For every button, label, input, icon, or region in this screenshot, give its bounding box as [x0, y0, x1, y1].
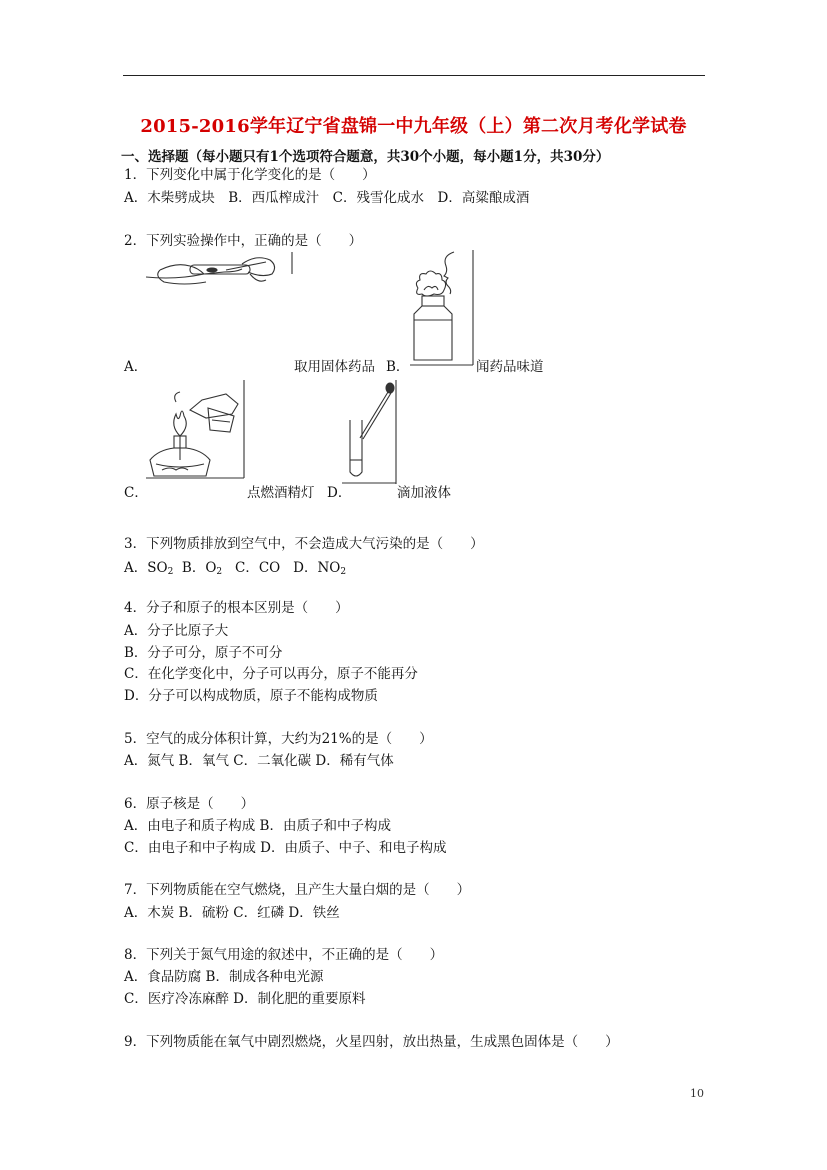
page-title: 2015-2016学年辽宁省盘锦一中九年级（上）第二次月考化学试卷 [140, 116, 687, 137]
q2-stem: 2．下列实验操作中，正确的是（ ） [124, 233, 363, 249]
q3-option-a-subscript: 2 [167, 567, 174, 577]
q2-option-b-caption: 闻药品味道 [476, 359, 544, 375]
q3-option-b-subscript: 2 [216, 567, 223, 577]
q3-option-b: B．O [181, 560, 217, 576]
q2-option-c-letter: C． [124, 485, 148, 501]
page-number: 10 [690, 1087, 704, 1100]
q3-stem: 3．下列物质排放到空气中，不会造成大气污染的是（ ） [124, 536, 484, 552]
header-rule [123, 75, 705, 76]
q9-stem: 9．下列物质能在氧气中剧烈燃烧，火星四射，放出热量，生成黑色固体是（ ） [124, 1034, 619, 1050]
q7-stem: 7．下列物质能在空气燃烧，且产生大量白烟的是（ ） [124, 882, 471, 898]
q2-option-d-letter: D． [327, 485, 352, 501]
q4-option-d: D．分子可以构成物质，原子不能构成物质 [124, 688, 378, 704]
q2-option-c-caption: 点燃酒精灯 [247, 485, 315, 501]
q7-options: A．木炭 B．硫粉 C．红磷 D．铁丝 [124, 905, 340, 921]
q4-option-a: A．分子比原子大 [124, 623, 229, 639]
q8-options-line1: A．食品防腐 B．制成各种电光源 [124, 969, 324, 985]
alcohol-lamp-lighting-icon [146, 380, 248, 480]
test-tube-spatula-icon [146, 252, 294, 294]
smell-reagent-bottle-icon [404, 250, 476, 366]
q6-options-line2: C．由电子和中子构成 D．由质子、中子、和电子构成 [124, 840, 447, 856]
q3-option-d: D．NO [293, 560, 341, 576]
section-heading: 一、选择题（每小题只有1个选项符合题意，共30个小题，每小题1分，共30分） [121, 149, 610, 165]
q4-stem: 4．分子和原子的根本区别是（ ） [124, 600, 349, 616]
q1-options: A．木柴劈成块 B．西瓜榨成汁 C．残雪化成水 D．高粱酿成酒 [124, 190, 530, 206]
q6-options-line1: A．由电子和质子构成 B．由质子和中子构成 [124, 818, 391, 834]
q2-option-a-letter: A． [124, 359, 148, 375]
q6-stem: 6．原子核是（ ） [124, 796, 255, 812]
q2-option-d-caption: 滴加液体 [397, 485, 451, 501]
q2-option-b-letter: B． [386, 359, 410, 375]
q3-option-a: A．SO [124, 560, 168, 576]
q8-options-line2: C．医疗冷冻麻醉 D．制化肥的重要原料 [124, 991, 366, 1007]
q8-stem: 8．下列关于氮气用途的叙述中，不正确的是（ ） [124, 947, 444, 963]
q3-option-d-subscript: 2 [340, 567, 347, 577]
q4-option-b: B．分子可分，原子不可分 [124, 645, 283, 661]
q3-options [124, 560, 346, 580]
q2-option-a-caption: 取用固体药品 [294, 359, 375, 375]
q5-stem: 5．空气的成分体积计算，大约为21%的是（ ） [124, 731, 433, 747]
q4-option-c: C．在化学变化中，分子可以再分，原子不能再分 [124, 666, 418, 682]
q3-option-c: C．CO [235, 560, 281, 576]
dropper-test-tube-icon [342, 380, 402, 484]
q1-stem: 1．下列变化中属于化学变化的是（ ） [124, 167, 376, 183]
q5-options: A．氮气 B．氧气 C．二氧化碳 D．稀有气体 [124, 753, 394, 769]
